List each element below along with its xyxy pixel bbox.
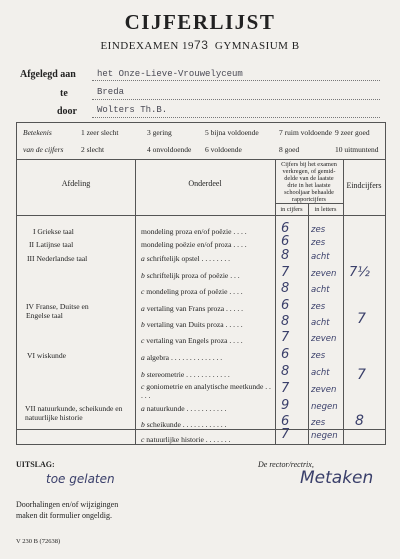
exam-prefix: EINDEXAMEN 19	[100, 40, 195, 52]
grade-ned-a-letters: acht	[311, 252, 330, 262]
meaning-6: 6 voldoende	[205, 145, 242, 154]
grade-ned-a-cijfer: 8	[281, 248, 290, 263]
col-rule-3	[343, 159, 344, 429]
eindcijfer-wiskunde: 7	[357, 367, 366, 383]
grade-goniometrie-letters: zeven	[311, 385, 337, 395]
meaning-2: 2 slecht	[81, 145, 105, 154]
grade-natuurkunde-letters: negen	[311, 402, 338, 412]
meaning-8: 8 goed	[279, 145, 300, 154]
meaning-1: 1 zeer slecht	[81, 128, 119, 137]
rector-label: De rector/rectrix,	[258, 460, 314, 469]
te-line	[92, 99, 380, 100]
grade-latijn-letters: zes	[311, 238, 326, 248]
col-rule-1	[135, 159, 136, 429]
section-moderne-talen: IV Franse, Duitse en Engelse taal	[26, 302, 89, 320]
rule-meaning	[17, 159, 385, 160]
uitslag-value: toe gelaten	[46, 472, 115, 486]
door-value: Wolters Th.B.	[97, 105, 168, 115]
row-duits: b vertaling van Duits proza . . . . .	[141, 320, 243, 329]
section-wiskunde: VI wiskunde	[27, 351, 67, 360]
grade-scheikunde-cijfer: 6	[281, 414, 290, 429]
meaning-3: 3 gering	[147, 128, 172, 137]
eindcijfer-moderne-talen: 7	[357, 311, 366, 327]
grade-stereometrie-cijfer: 8	[281, 364, 290, 379]
header-cijfers-info: Cijfers bij het examen verkregen, of gemid- delde van de laatste drie in het laatste schooljaar behaalde rapportcijfers	[281, 161, 337, 203]
row-engels: c vertaling van Engels proza . . . .	[141, 336, 243, 345]
grade-goniometrie-cijfer: 7	[281, 381, 290, 396]
grade-scheikunde-letters: zes	[311, 418, 326, 428]
grade-natuurlijke-historie-cijfer: 7	[281, 427, 290, 442]
meaning-label-bottom: van de cijfers	[23, 145, 64, 154]
exam-subtitle	[0, 38, 400, 52]
grade-ned-c-letters: acht	[311, 285, 330, 295]
header-in-cijfers: in cijfers	[280, 206, 303, 213]
row-natuurlijke-historie: c natuurlijke historie . . . . . . .	[141, 435, 231, 444]
afgelegd-line	[92, 80, 380, 81]
grade-ned-b-letters: zeven	[311, 269, 337, 279]
row-scheikunde: b scheikunde . . . . . . . . . . . .	[141, 420, 227, 429]
document-title: CIJFERLIJST	[124, 10, 276, 34]
note-line-2: maken dit formulier ongeldig.	[16, 511, 112, 520]
eindcijfer-natuurwetenschappen: 8	[355, 413, 364, 429]
grade-algebra-letters: zes	[311, 351, 326, 361]
meaning-10: 10 uitmuntend	[335, 145, 379, 154]
grade-natuurkunde-cijfer: 9	[281, 398, 290, 413]
rule-header	[17, 215, 385, 216]
row-ned-c: c mondeling proza of poëzie . . . .	[141, 287, 243, 296]
form-code: V 230 B (72638)	[16, 538, 61, 545]
meaning-9: 9 zeer goed	[335, 128, 370, 137]
row-natuurkunde: a natuurkunde . . . . . . . . . . .	[141, 404, 227, 413]
grade-frans-letters: zes	[311, 302, 326, 312]
grade-latijn-cijfer: 6	[281, 234, 290, 249]
grade-grieks-letters: zes	[311, 225, 326, 235]
grade-engels-cijfer: 7	[281, 330, 290, 345]
grade-frans-cijfer: 6	[281, 298, 290, 313]
section-natuurwetenschappen: VII natuurkunde, scheikunde en natuurlijke historie	[25, 404, 123, 422]
grade-stereometrie-letters: acht	[311, 368, 330, 378]
grade-natuurlijke-historie-letters: negen	[311, 431, 338, 441]
exam-school-type: GYMNASIUM B	[214, 40, 300, 52]
grade-grieks-cijfer: 6	[281, 221, 290, 236]
row-stereometrie: b stereometrie . . . . . . . . . . . .	[141, 370, 230, 379]
exam-year: 73	[194, 38, 209, 52]
row-grieks: mondeling proza en/of poëzie . . . .	[141, 227, 247, 236]
grade-algebra-cijfer: 6	[281, 347, 290, 362]
door-label: door	[57, 106, 77, 117]
row-ned-b: b schriftelijk proza of poëzie . . .	[141, 271, 240, 280]
te-label: te	[60, 88, 68, 99]
meaning-label-top: Betekenis	[23, 128, 52, 137]
grade-table-last-row	[16, 428, 386, 445]
uitslag-label: UITSLAG:	[16, 460, 55, 469]
header-in-letters: in letters	[314, 206, 337, 213]
row-frans: a vertaling van Frans proza . . . . .	[141, 304, 244, 313]
rector-signature: Metaken	[300, 468, 374, 488]
section-nederlands: III Nederlandse taal	[27, 254, 88, 263]
eindcijfer-nederlands: 7½	[349, 265, 370, 280]
row-latijn: mondeling poëzie en/of proza . . . .	[141, 240, 247, 249]
door-line	[92, 117, 380, 118]
grade-engels-letters: zeven	[311, 334, 337, 344]
grade-ned-c-cijfer: 8	[281, 281, 290, 296]
rule-subheader	[275, 203, 343, 204]
row-goniometrie: c goniometrie en analytische meetkunde . . . . .	[141, 382, 271, 400]
header-afdeling: Afdeling	[61, 179, 91, 188]
header-onderdeel: Onderdeel	[188, 179, 222, 188]
col-rule-letters	[308, 203, 309, 429]
row-algebra: a algebra . . . . . . . . . . . . . .	[141, 353, 223, 362]
grade-table	[16, 122, 386, 444]
grade-duits-letters: acht	[311, 318, 330, 328]
grade-duits-cijfer: 8	[281, 314, 290, 329]
header-eindcijfers: Eindcijfers	[346, 181, 382, 190]
meaning-7: 7 ruim voldoende	[279, 128, 332, 137]
row-ned-a: a schriftelijk opstel . . . . . . . .	[141, 254, 231, 263]
afgelegd-label: Afgelegd aan	[20, 69, 76, 80]
section-latijn: II Latijnse taal	[29, 240, 74, 249]
grade-ned-b-cijfer: 7	[281, 265, 290, 280]
note-line-1: Doorhalingen en/of wijzigingen	[16, 500, 119, 509]
meaning-5: 5 bijna voldoende	[205, 128, 259, 137]
te-value: Breda	[97, 87, 125, 97]
section-grieks: I Griekse taal	[33, 227, 74, 236]
afgelegd-value: het Onze-Lieve-Vrouwelyceum	[97, 69, 243, 79]
meaning-4: 4 onvoldoende	[147, 145, 192, 154]
